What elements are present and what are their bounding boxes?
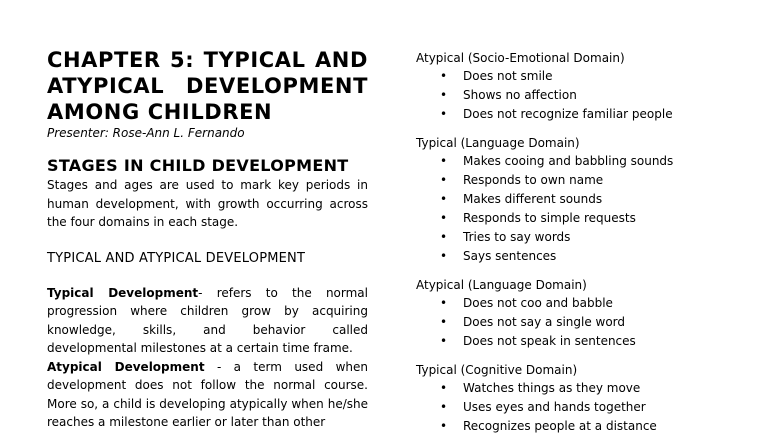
list-item-text: Does not say a single word — [463, 315, 626, 329]
atypical-definition-text: - a term used when development does not follow the normal course. More so, a child is developing atypically when he/she reaches a milestone earlier or later than other — [47, 359, 368, 429]
list-item — [416, 105, 766, 124]
typical-term: Typical Development — [47, 285, 199, 300]
presenter-line: Presenter: Rose-Ann L. Fernando — [47, 126, 245, 140]
typical-atypical-subheading: TYPICAL AND ATYPICAL DEVELOPMENT — [47, 250, 306, 266]
bullet-icon: • — [440, 107, 448, 121]
list-item — [416, 190, 766, 209]
list-item-text: Recognizes people at a distance — [463, 419, 657, 433]
list-item-text: Does not recognize familiar people — [463, 107, 673, 121]
bullet-list — [416, 67, 766, 124]
bullet-icon: • — [440, 296, 448, 310]
bullet-icon: • — [440, 400, 448, 414]
list-item — [416, 86, 766, 105]
bullet-icon: • — [440, 419, 448, 433]
list-item — [416, 247, 766, 266]
list-item — [416, 379, 766, 398]
bullet-list — [416, 294, 766, 351]
list-item — [416, 417, 766, 436]
group-title: Atypical (Language Domain) — [416, 278, 587, 292]
atypical-definition — [47, 358, 368, 432]
bullet-icon: • — [440, 154, 448, 168]
typical-definition-text: - refers to the normal progression where children grow by acquiring knowledge, skills, and behavior called developmental milestones at a certain time frame. — [47, 285, 368, 355]
group-title: Typical (Language Domain) — [416, 136, 580, 150]
list-item-text: Says sentences — [463, 249, 557, 263]
list-item-text: Tries to say words — [463, 230, 571, 244]
bullet-icon: • — [440, 173, 448, 187]
bullet-icon: • — [440, 69, 448, 83]
bullet-icon: • — [440, 192, 448, 206]
list-item — [416, 332, 766, 351]
list-item — [416, 228, 766, 247]
right-column — [416, 49, 766, 441]
list-item — [416, 313, 766, 332]
list-item-text: Does not speak in sentences — [463, 334, 636, 348]
list-item-text: Shows no affection — [463, 88, 577, 102]
list-item-text: Does not smile — [463, 69, 553, 83]
bullet-icon: • — [440, 381, 448, 395]
bullet-icon: • — [440, 230, 448, 244]
list-item-text: Does not coo and babble — [463, 296, 613, 310]
list-item — [416, 209, 766, 228]
list-item-text: Watches things as they move — [463, 381, 641, 395]
group-title: Typical (Cognitive Domain) — [416, 363, 578, 377]
bullet-list — [416, 152, 766, 266]
bullet-icon: • — [440, 315, 448, 329]
list-item — [416, 398, 766, 417]
typical-definition — [47, 284, 368, 358]
group-title: Atypical (Socio-Emotional Domain) — [416, 51, 625, 65]
list-item — [416, 152, 766, 171]
bullet-list — [416, 379, 766, 436]
list-item-text: Makes cooing and babbling sounds — [463, 154, 674, 168]
chapter-title: CHAPTER 5: TYPICAL AND ATYPICAL DEVELOPMENT AMONG CHILDREN — [47, 48, 368, 124]
bullet-icon: • — [440, 211, 448, 225]
list-item — [416, 294, 766, 313]
atypical-term: Atypical Development — [47, 359, 205, 374]
list-item — [416, 171, 766, 190]
list-item-text: Responds to simple requests — [463, 211, 636, 225]
list-item-text: Responds to own name — [463, 173, 604, 187]
section-heading: STAGES IN CHILD DEVELOPMENT — [47, 156, 349, 175]
bullet-icon: • — [440, 249, 448, 263]
bullet-icon: • — [440, 88, 448, 102]
list-item-text: Makes different sounds — [463, 192, 603, 206]
list-item — [416, 67, 766, 86]
bullet-icon: • — [440, 334, 448, 348]
left-column — [47, 47, 368, 432]
stages-paragraph: Stages and ages are used to mark key periods in human development, with growth occurring across the four domains in each stage. — [47, 178, 368, 229]
list-item-text: Uses eyes and hands together — [463, 400, 646, 414]
